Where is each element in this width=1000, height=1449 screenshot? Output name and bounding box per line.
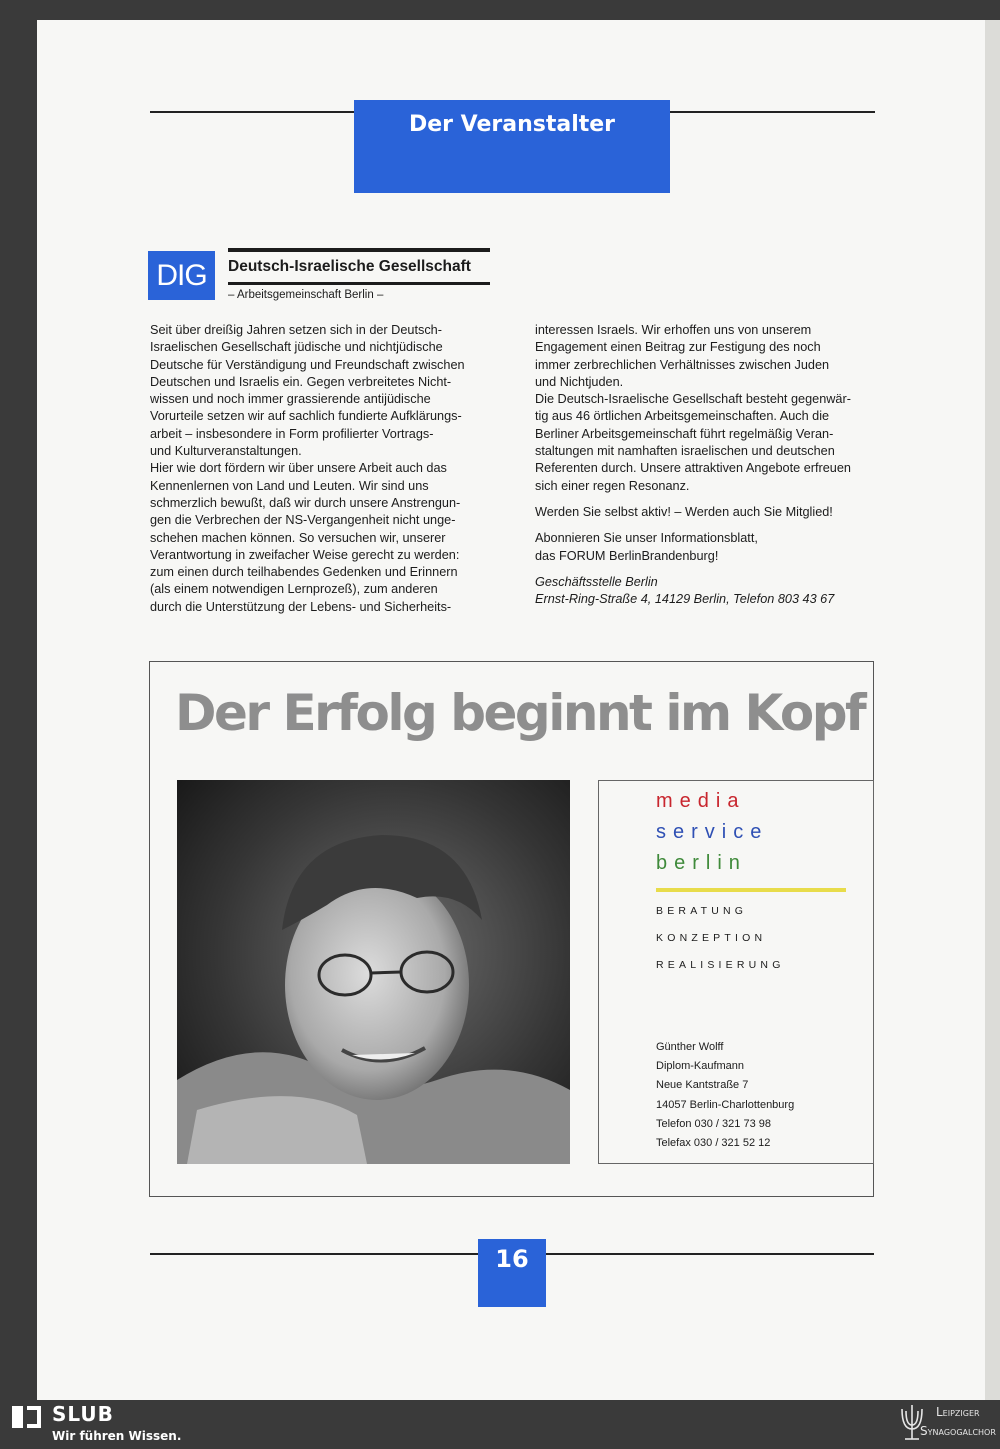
header-rule-right	[670, 111, 875, 113]
text-line: Referenten durch. Unsere attraktiven Angebote erfreuen	[535, 461, 851, 476]
text-line: Abonnieren Sie unser Informationsblatt,	[535, 531, 758, 546]
call-to-action: Werden Sie selbst aktiv! – Werden auch Sie Mitglied!	[535, 504, 833, 519]
office-label: Geschäftsstelle Berlin	[535, 574, 658, 589]
service-konzeption: KONZEPTION	[656, 932, 767, 944]
service-realisierung: REALISIERUNG	[656, 959, 785, 971]
text-line: interessen Israels. Wir erhoffen uns von unserem	[535, 323, 812, 337]
footer-rule-right	[546, 1253, 874, 1255]
contact-title: Diplom-Kaufmann	[656, 1060, 745, 1073]
article-left-column	[150, 322, 500, 616]
text-line: Verantwortung in zweifacher Weise gerecht zu werden:	[150, 547, 460, 562]
text-line: Berliner Arbeitsgemeinschaft führt regelmäßig Veran-	[535, 426, 834, 441]
page-number: 16	[478, 1239, 546, 1307]
text-line: Israelischen Gesellschaft jüdische und nichtjüdische	[150, 340, 443, 355]
service-beratung: BERATUNG	[656, 905, 748, 917]
slub-title[interactable]: SLUB	[52, 1402, 114, 1426]
text-line: staltungen mit namhaften israelischen und deutschen	[535, 444, 835, 459]
contact-fax: Telefax 030 / 321 52 12	[656, 1137, 771, 1150]
text-line: schmerzlich bewußt, daß wir durch unsere Anstrengun-	[150, 495, 461, 510]
dig-logo: DIG	[148, 251, 215, 300]
section-title: Der Veranstalter	[354, 100, 670, 193]
page-edge	[985, 20, 1000, 1400]
text-line: Vorurteile setzen wir auf sachlich fundierte Aufklärungs-	[150, 409, 462, 424]
footer-rule-left	[150, 1253, 478, 1255]
choir-name-line2: Synagogalchor	[920, 1424, 996, 1438]
choir-name-line1: Leipziger	[936, 1405, 980, 1419]
menorah-icon[interactable]	[897, 1399, 927, 1445]
text-line: gen die Verbrechen der NS-Vergangenheit nicht unge-	[150, 513, 456, 528]
header-rule-left	[150, 111, 354, 113]
contact-street: Neue Kantstraße 7	[656, 1079, 749, 1092]
brand-word-berlin: berlin	[656, 852, 747, 874]
text-line: Engagement einen Beitrag zur Festigung des noch	[535, 340, 821, 355]
office-address: Ernst-Ring-Straße 4, 14129 Berlin, Telefon 803 43 67	[535, 592, 835, 607]
contact-name: Günther Wolff	[656, 1041, 724, 1053]
article-right-column	[535, 322, 880, 608]
slub-subtitle: Wir führen Wissen.	[52, 1429, 182, 1443]
contact-phone: Telefon 030 / 321 73 98	[656, 1117, 771, 1130]
dig-mid-rule	[228, 282, 490, 285]
text-line: und Kulturveranstaltungen.	[150, 444, 302, 459]
dig-top-rule	[228, 248, 490, 252]
text-line: Hier wie dort fördern wir über unsere Arbeit auch das	[150, 461, 447, 476]
text-line: schehen machen können. So versuchen wir, unserer	[150, 530, 446, 545]
text-line: arbeit – insbesondere in Form profilierter Vortrags-	[150, 426, 434, 441]
brand-word-service: service	[656, 821, 769, 843]
ad-headline: Der Erfolg beginnt im Kopf	[175, 684, 865, 742]
brand-word-media: media	[656, 790, 746, 812]
dig-organization-name: Deutsch-Israelische Gesellschaft	[228, 258, 471, 275]
text-line: zum einen durch teilhabendes Gedenken und Erinnern	[150, 565, 458, 580]
text-line: Deutschen und Israelis ein. Gegen verbreitetes Nicht-	[150, 374, 452, 389]
text-line: Kennenlernen von Land und Leuten. Wir sind uns	[150, 478, 429, 493]
text-line: durch die Unterstützung der Lebens- und Sicherheits-	[150, 599, 452, 614]
text-line: Die Deutsch-Israelische Gesellschaft besteht gegenwär-	[535, 392, 851, 407]
brand-underline	[656, 888, 846, 892]
text-line: (als einem notwendigen Lernprozeß), zum anderen	[150, 582, 438, 597]
slub-logo-icon[interactable]	[10, 1404, 43, 1430]
text-line: Deutsche für Verständigung und Freundschaft zwischen	[150, 357, 465, 372]
contact-block	[656, 1038, 794, 1153]
dig-subtitle: – Arbeitsgemeinschaft Berlin –	[228, 289, 384, 301]
portrait-photo	[177, 780, 570, 1164]
text-line: Seit über dreißig Jahren setzen sich in der Deutsch-	[150, 323, 442, 337]
text-line: tig aus 46 örtlichen Arbeitsgemeinschaften. Auch die	[535, 409, 830, 424]
contact-city: 14057 Berlin-Charlottenburg	[656, 1098, 795, 1111]
text-line: und Nichtjuden.	[535, 374, 624, 389]
text-line: das FORUM BerlinBrandenburg!	[535, 548, 719, 563]
text-line: sich einer regen Resonanz.	[535, 478, 690, 493]
text-line: immer zerbrechlichen Verhältnisses zwischen Juden	[535, 357, 830, 372]
text-line: wissen und noch immer grassierende antijüdische	[150, 392, 431, 407]
